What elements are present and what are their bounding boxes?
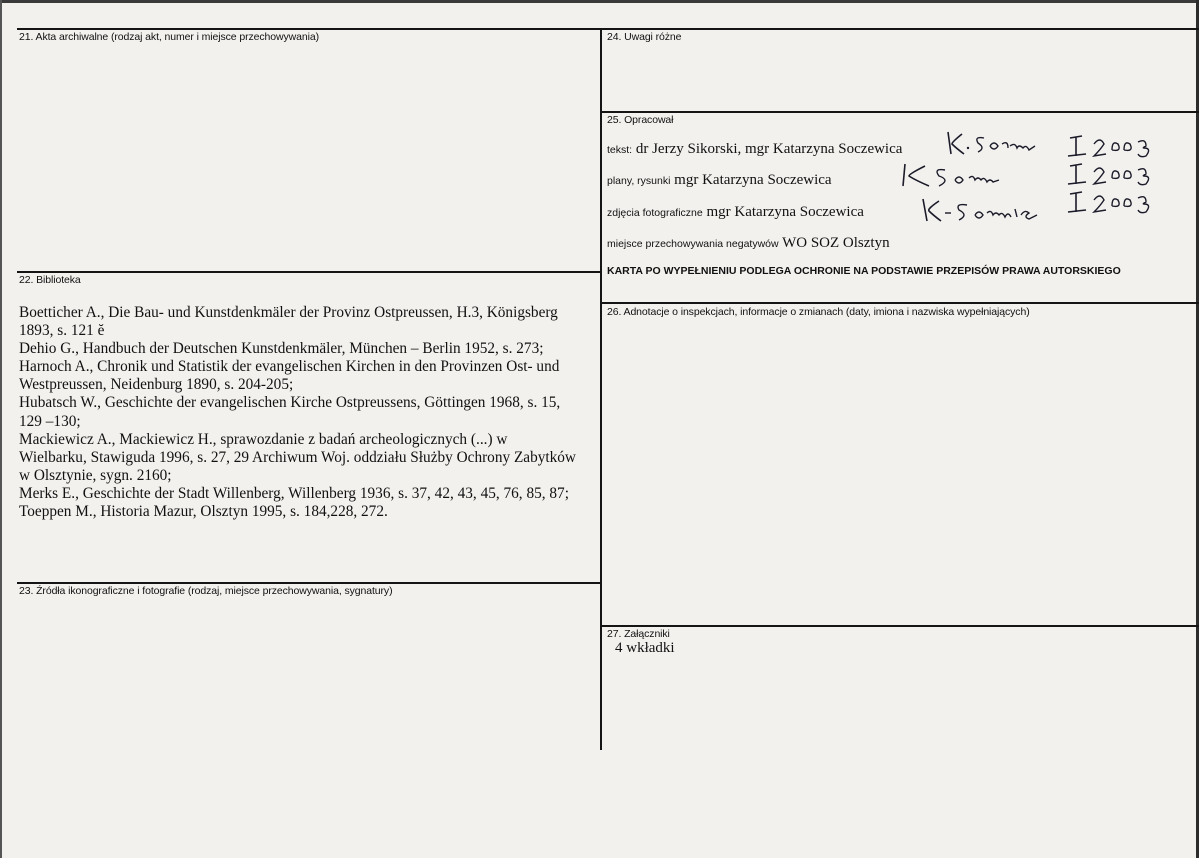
- section-21-label: 21. Akta archiwalne (rodzaj akt, numer i miejsce przechowywania): [19, 31, 319, 43]
- rule-26-27: [600, 625, 1199, 627]
- bibliography-line: Mackiewicz A., Mackiewicz H., sprawozdanie z badań archeologicznych (...) w: [19, 430, 508, 448]
- page-edge-left: [0, 0, 2, 858]
- section-26-label: 26. Adnotacje o inspekcjach, informacje o zmianach (daty, imiona i nazwiska wypełniających): [607, 306, 1030, 318]
- section-25-label: 25. Opracował: [607, 114, 674, 126]
- copyright-notice: KARTA PO WYPEŁNIENIU PODLEGA OCHRONIE NA PODSTAWIE PRZEPISÓW PRAWA AUTORSKIEGO: [607, 265, 1121, 277]
- bibliography-line: 1893, s. 121 ĕ: [19, 322, 105, 340]
- prepared-photos-row: [607, 204, 864, 221]
- prepared-negatives-value: WO SOZ Olsztyn: [782, 235, 890, 251]
- date-1: [1064, 132, 1164, 160]
- bibliography-line: Wielbarku, Stawiguda 1996, s. 27, 29 Archiwum Woj. oddziału Służby Ochrony Zabytków: [19, 448, 576, 466]
- section-22-label: 22. Biblioteka: [19, 274, 81, 286]
- bibliography-line: Westpreussen, Neidenburg 1890, s. 204-205;: [19, 376, 294, 394]
- center-divider: [600, 28, 602, 750]
- prepared-photos-value: mgr Katarzyna Soczewica: [706, 204, 864, 220]
- section-23-label: 23. Źródła ikonograficzne i fotografie (rodzaj, miejsce przechowywania, sygnatury): [19, 585, 393, 597]
- bibliography-line: Merks E., Geschichte der Stadt Willenberg, Willenberg 1936, s. 37, 42, 43, 45, 76, 85, 87;: [19, 484, 569, 502]
- bibliography-line: w Olsztynie, sygn. 2160;: [19, 466, 172, 484]
- rule-24-25: [600, 111, 1199, 113]
- prepared-photos-label: zdjęcia fotograficzne: [607, 207, 703, 219]
- prepared-plans-label: plany, rysunki: [607, 175, 671, 187]
- attachments-value: 4 wkładki: [615, 640, 675, 656]
- page-edge-top: [0, 0, 1199, 3]
- bibliography-line: Toeppen M., Historia Mazur, Olsztyn 1995, s. 184,228, 272.: [19, 503, 388, 521]
- date-2: [1064, 160, 1164, 188]
- date-3: [1064, 188, 1164, 216]
- bibliography-line: Dehio G., Handbuch der Deutschen Kunstdenkmäler, München – Berlin 1952, s. 273;: [19, 340, 544, 358]
- prepared-negatives-label: miejsce przechowywania negatywów: [607, 238, 779, 250]
- prepared-negatives-row: [607, 235, 890, 252]
- bibliography-list: [19, 304, 599, 521]
- section-27-label: 27. Załączniki: [607, 628, 670, 640]
- signature-2: [895, 160, 1025, 190]
- top-rule: [17, 28, 1199, 30]
- bibliography-line: Hubatsch W., Geschichte der evangelischen Kirche Ostpreussens, Göttingen 1968, s. 15,: [19, 394, 561, 412]
- rule-22-23: [17, 582, 601, 584]
- prepared-text-value: dr Jerzy Sikorski, mgr Katarzyna Soczewica: [635, 141, 903, 157]
- bibliography-line: Harnoch A., Chronik und Statistik der evangelischen Kirchen in den Provinzen Ost- und: [19, 358, 560, 376]
- signature-3: [915, 195, 1065, 225]
- bibliography-line: Boetticher A., Die Bau- und Kunstdenkmäler der Provinz Ostpreussen, H.3, Königsberg: [19, 304, 558, 321]
- bibliography-line: 129 –130;: [19, 412, 81, 430]
- prepared-text-label: tekst:: [607, 144, 633, 156]
- prepared-plans-row: [607, 172, 832, 189]
- rule-21-22: [17, 271, 601, 273]
- prepared-text-row: [607, 141, 902, 158]
- rule-25-26: [600, 302, 1199, 304]
- signature-1: [940, 128, 1040, 158]
- section-24-label: 24. Uwagi różne: [607, 31, 682, 43]
- prepared-plans-value: mgr Katarzyna Soczewica: [674, 172, 832, 188]
